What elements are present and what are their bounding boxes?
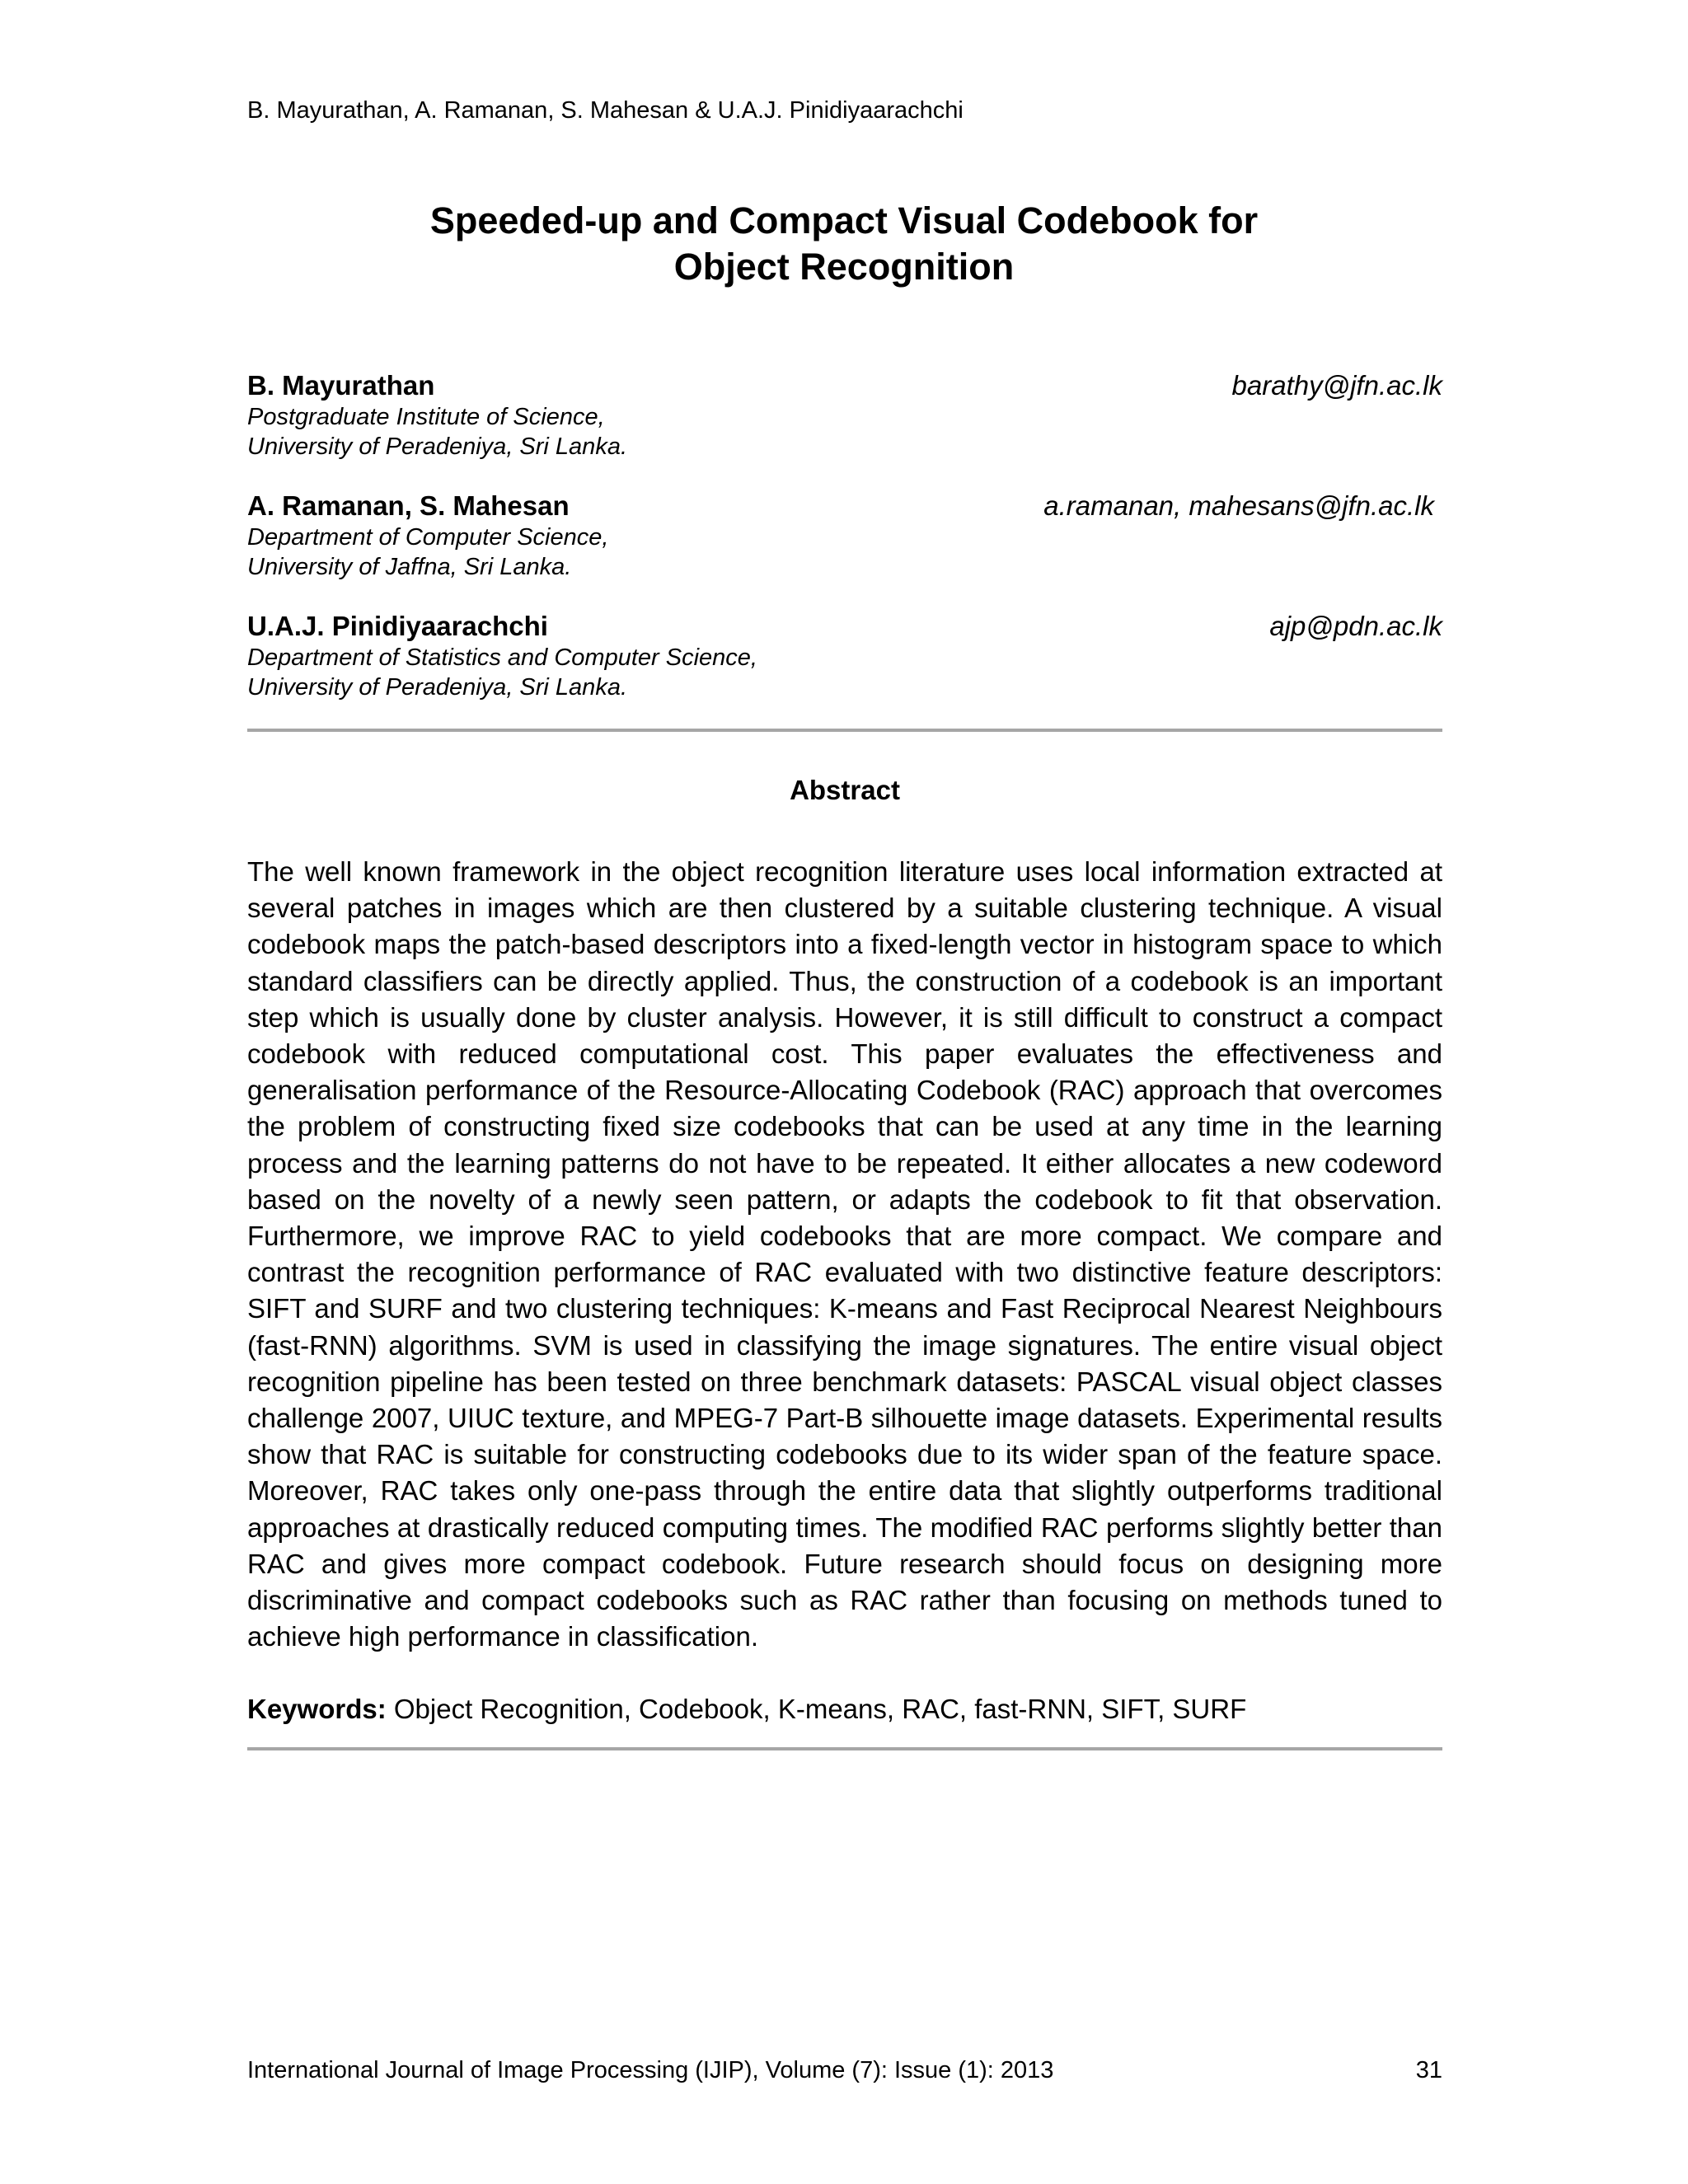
paper-title-line-2: Object Recognition (673, 246, 1015, 288)
author-name: U.A.J. Pinidiyaarachchi (247, 611, 548, 641)
author-affiliation: University of Jaffna, Sri Lanka. (247, 554, 572, 580)
bottom-divider (247, 1747, 1442, 1750)
author-line (247, 610, 1442, 643)
abstract-body: The well known framework in the object recognition literature uses local information extracted at several patches in images which are then clustered by a suitable clustering technique. A visual codebook maps the patch-based descriptors into a fixed-length vector in histogram space to which standard classifiers can be directly applied. Thus, the construction of a codebook is an important step which is usually done by cluster analysis. However, it is still difficult to construct a compact codebook with reduced computational cost. This paper evaluates the effectiveness and generalisation performance of the Resource-Allocating Codebook (RAC) approach that overcomes the problem of constructing fixed size codebooks that can be used at any time in the learning process and the learning patterns do not have to be repeated. It either allocates a new codeword based on the novelty of a newly seen pattern, or adapts the codebook to fit that observation. Furthermore, we improve RAC to yield codebooks that are more compact. We compare and contrast the recognition performance of RAC evaluated with two distinctive feature descriptors: SIFT and SURF and two clustering techniques: K-means and Fast Reciprocal Nearest Neighbours (fast-RNN) algorithms. SVM is used in classifying the image signatures. The entire visual object recognition pipeline has been tested on three benchmark datasets: PASCAL visual object classes challenge 2007, UIUC texture, and MPEG-7 Part-B silhouette image datasets. Experimental results show that RAC is suitable for constructing codebooks due to its wider span of the feature space. Moreover, RAC takes only one-pass through the entire data that slightly outperforms traditional approaches at drastically reduced computing times. The modified RAC performs slightly better than RAC and gives more compact codebook. Future research should focus on designing more discriminative and compact codebooks such as RAC rather than focusing on methods tuned to achieve high performance in classification. (247, 856, 1442, 1652)
paper-title (247, 198, 1441, 290)
author-name: B. Mayurathan (247, 370, 435, 401)
author-affiliation: Department of Computer Science, (247, 524, 609, 551)
author-block-3 (247, 610, 1442, 702)
footer-journal: International Journal of Image Processing (IJIP), Volume (7): Issue (1): 2013 (247, 2057, 1054, 2083)
keywords (247, 1691, 1442, 1727)
author-affiliation: University of Peradeniya, Sri Lanka. (247, 434, 627, 460)
running-head: B. Mayurathan, A. Ramanan, S. Mahesan & U.A.J. Pinidiyaarachchi (247, 97, 964, 124)
top-divider (247, 729, 1442, 732)
author-block-2 (247, 490, 1442, 582)
author-line (247, 369, 1442, 402)
footer-page-number: 31 (1415, 2057, 1442, 2083)
author-affiliation: Department of Statistics and Computer Science, (247, 644, 757, 671)
author-line (247, 490, 1442, 523)
author-email: ajp@pdn.ac.lk (1269, 611, 1442, 641)
author-email: a.ramanan, mahesans@jfn.ac.lk (1043, 490, 1434, 521)
keywords-text: Object Recognition, Codebook, K-means, RAC, fast-RNN, SIFT, SURF (386, 1694, 1247, 1724)
author-block-1 (247, 369, 1442, 462)
author-name: A. Ramanan, S. Mahesan (247, 490, 570, 521)
author-affiliation: University of Peradeniya, Sri Lanka. (247, 674, 627, 701)
author-email: barathy@jfn.ac.lk (1231, 370, 1442, 401)
abstract-heading: Abstract (790, 775, 900, 805)
paper-title-line-1: Speeded-up and Compact Visual Codebook for (429, 199, 1259, 241)
author-affiliation: Postgraduate Institute of Science, (247, 404, 605, 430)
keywords-label: Keywords: (247, 1694, 387, 1724)
